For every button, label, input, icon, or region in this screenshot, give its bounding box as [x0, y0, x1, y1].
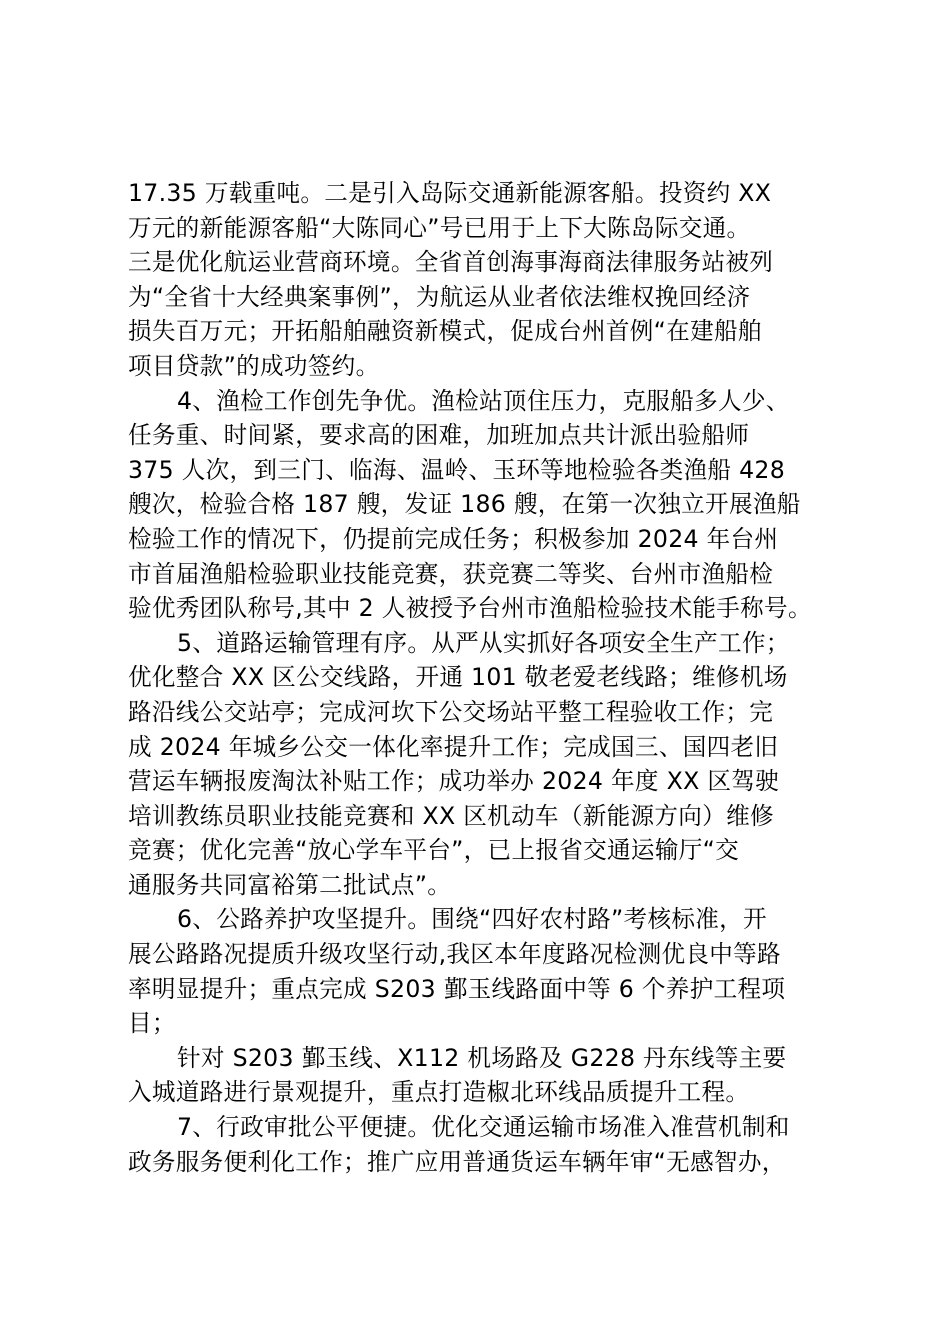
text-line-17: 成 2024 年城乡公交一体化率提升工作；完成国三、国四老旧	[128, 732, 779, 761]
text-line-8: 任务重、时间紧，要求高的困难，加班加点共计派出验船师	[128, 421, 750, 450]
text-line-29: 政务服务便利化工作；推广应用普通货运车辆年审“无感智办，	[128, 1147, 786, 1176]
text-line-19: 培训教练员职业技能竞赛和 XX 区机动车（新能源方向）维修	[128, 801, 774, 830]
text-line-15: 优化整合 XX 区公交线路，开通 101 敬老爱老线路；维修机场	[128, 663, 788, 692]
text-line-23: 展公路路况提质升级攻坚行动,我区本年度路况检测优良中等路	[128, 940, 781, 969]
text-line-5: 损失百万元；开拓船舶融资新模式，促成台州首例“在建船舶	[128, 317, 762, 346]
text-line-12: 市首届渔船检验职业技能竞赛，获竞赛二等奖、台州市渔船检	[128, 559, 774, 588]
paragraph-4-start: 4、渔检工作创先争优。渔检站顶住压力，克服船多人少、	[177, 386, 790, 415]
text-line-3: 三是优化航运业营商环境。全省首创海事海商法律服务站被列	[128, 248, 774, 277]
paragraph-5-start: 5、道路运输管理有序。从严从实抓好各项安全生产工作；	[177, 628, 790, 657]
text-line-16: 路沿线公交站亭；完成河坎下公交场站平整工程验收工作；完	[128, 697, 774, 726]
text-line-18: 营运车辆报废淘汰补贴工作；成功举办 2024 年度 XX 区驾驶	[128, 767, 780, 796]
text-line-13: 验优秀团队称号,其中 2 人被授予台州市渔船检验技术能手称号。	[128, 594, 812, 623]
text-line-11: 检验工作的情况下，仍提前完成任务；积极参加 2024 年台州	[128, 524, 779, 553]
paragraph-7-start: 7、行政审批公平便捷。优化交通运输市场准入准营机制和	[177, 1113, 790, 1142]
text-line-21: 通服务共同富裕第二批试点”。	[128, 870, 452, 899]
text-line-1: 17.35 万载重吨。二是引入岛际交通新能源客船。投资约 XX	[128, 179, 772, 207]
text-line-24: 率明显提升；重点完成 S203 鄞玉线路面中等 6 个养护工程项	[128, 974, 786, 1003]
text-line-6: 项目贷款”的成功签约。	[128, 351, 380, 380]
text-line-4: 为“全省十大经典案事例”，为航运从业者依法维权挽回经济	[128, 282, 751, 311]
text-line-9: 375 人次，到三门、临海、温岭、玉环等地检验各类渔船 428	[128, 455, 786, 484]
paragraph-6b-start: 针对 S203 鄞玉线、X112 机场路及 G228 丹东线等主要	[177, 1043, 787, 1072]
paragraph-6-start: 6、公路养护攻坚提升。围绕“四好农村路”考核标准，开	[177, 905, 767, 934]
text-line-2: 万元的新能源客船“大陈同心”号已用于上下大陈岛际交通。	[128, 213, 751, 242]
text-line-10: 艘次，检验合格 187 艘，发证 186 艘，在第一次独立开展渔船	[128, 490, 801, 519]
text-line-20: 竞赛；优化完善“放心学车平台”，已上报省交通运输厅“交	[128, 836, 740, 865]
text-line-25: 目；	[128, 1009, 176, 1038]
document-body	[128, 176, 836, 1179]
text-line-27: 入城道路进行景观提升，重点打造椒北环线品质提升工程。	[128, 1078, 750, 1107]
